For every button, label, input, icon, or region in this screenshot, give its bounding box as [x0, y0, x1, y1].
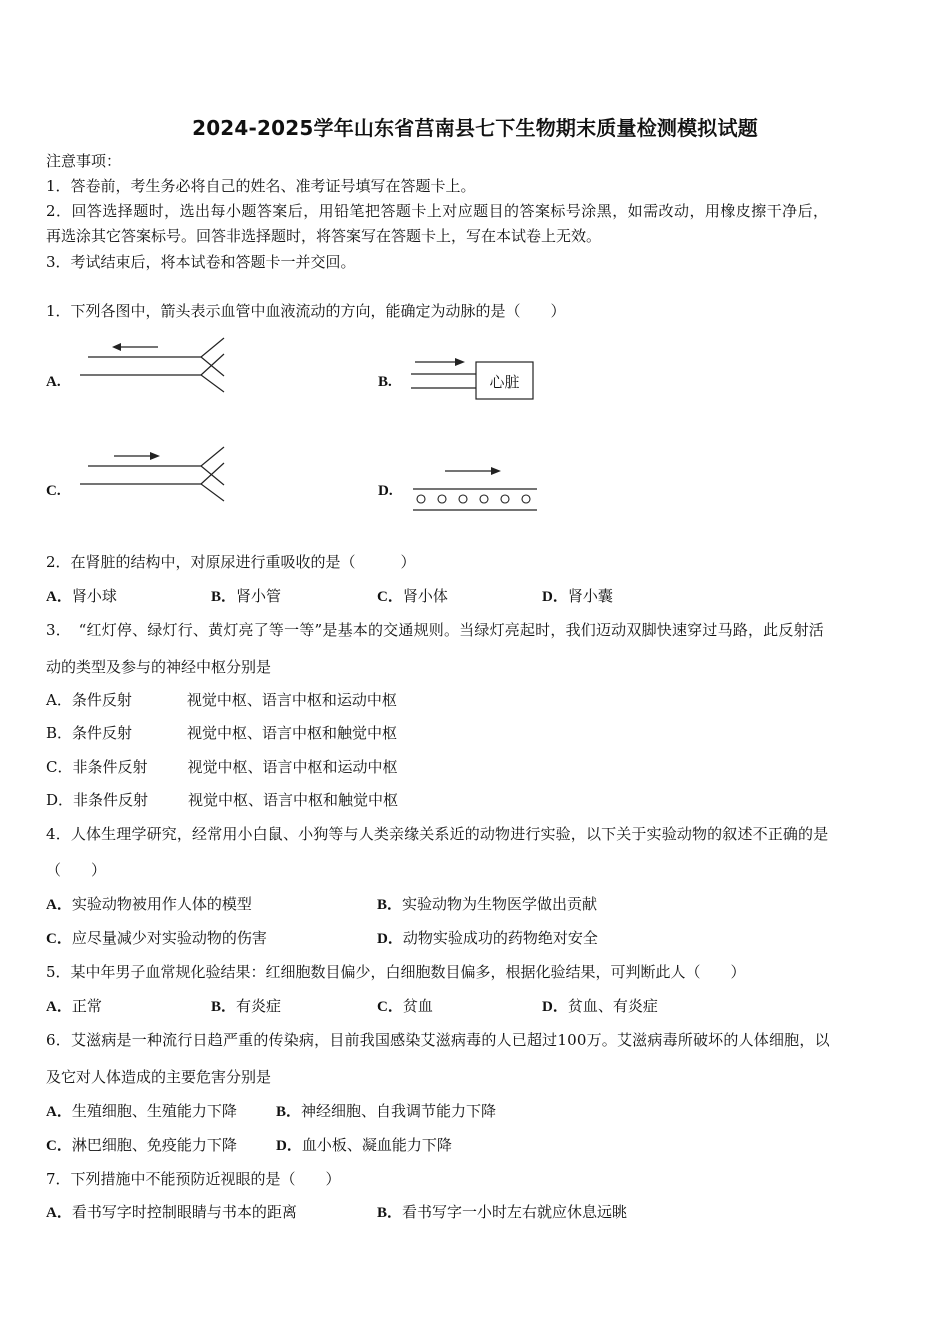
q7-option-a	[46, 1202, 297, 1223]
option-text: 贫血、有炎症	[567, 997, 658, 1015]
q5-option-d	[542, 996, 658, 1017]
option-reflex-type: 条件反射	[72, 724, 133, 742]
question-3-stem: 3． “红灯停、绿灯行、黄灯亮了等一等”是基本的交通规则。当绿灯亮起时，我们迈动双脚快速穿过马路，此反射活	[46, 621, 824, 639]
option-letter: A．	[46, 1205, 72, 1221]
question-6-stem: 6．艾滋病是一种流行日趋严重的传染病，目前我国感染艾滋病毒的人已超过100万。艾滋病毒所破坏的人体细胞，以	[46, 1031, 830, 1049]
question-7-stem: 7．下列措施中不能预防近视眼的是（ ）	[46, 1170, 341, 1188]
question-4-stem-cont: （ ）	[46, 861, 107, 879]
q3-option-d	[46, 790, 398, 810]
option-text: 正常	[71, 997, 102, 1015]
q2-option-b	[211, 586, 281, 607]
question-6-stem-cont: 及它对人体造成的主要危害分别是	[46, 1068, 272, 1086]
q1-option-a-label: A.	[46, 374, 61, 390]
q5-option-b	[211, 996, 281, 1017]
q5-option-a	[46, 996, 102, 1017]
option-text: 实验动物被用作人体的模型	[71, 895, 252, 913]
q2-option-a	[46, 586, 117, 607]
option-text: 应尽量减少对实验动物的伤害	[71, 929, 267, 947]
question-5-stem: 5．某中年男子血常规化验结果：红细胞数目偏少，白细胞数目偏多，根据化验结果，可判断此人（ ）	[46, 963, 746, 981]
option-text: 看书写字时控制眼睛与书本的距离	[71, 1203, 297, 1221]
option-letter: B．	[211, 999, 237, 1015]
q1-option-b-label: B.	[378, 374, 392, 390]
option-letter: A．	[46, 589, 72, 605]
option-letter: D．	[377, 931, 403, 947]
option-letter: B．	[377, 897, 403, 913]
arrowhead-right-icon	[150, 452, 160, 460]
q1-figure-d	[405, 460, 545, 516]
option-letter: C．	[46, 931, 72, 947]
option-center: 视觉中枢、语言中枢和运动中枢	[186, 691, 397, 709]
option-text: 实验动物为生物医学做出贡献	[402, 895, 598, 913]
option-text: 肾小囊	[567, 587, 613, 605]
arrowhead-right-icon	[491, 467, 501, 475]
option-letter: B．	[211, 589, 237, 605]
option-text: 肾小管	[236, 587, 282, 605]
option-letter: C．	[46, 1138, 72, 1154]
q4-option-b	[377, 894, 597, 915]
notice-item: 3．考试结束后，将本试卷和答题卡一并交回。	[46, 253, 356, 271]
q3-option-b	[46, 723, 397, 743]
option-text: 有炎症	[236, 997, 282, 1015]
option-letter: B．	[377, 1205, 403, 1221]
option-reflex-type: 条件反射	[71, 691, 132, 709]
blood-cell-icon	[417, 495, 425, 503]
q6-option-b	[276, 1101, 496, 1122]
q3-option-a	[46, 690, 397, 710]
option-letter: A．	[46, 1104, 72, 1120]
option-center: 视觉中枢、语言中枢和触觉中枢	[187, 724, 398, 742]
q5-option-c	[377, 996, 433, 1017]
option-center: 视觉中枢、语言中枢和运动中枢	[187, 758, 398, 776]
option-letter: D．	[542, 999, 568, 1015]
blood-cell-icon	[480, 495, 488, 503]
q1-option-c-label: C.	[46, 483, 61, 499]
option-reflex-type: 非条件反射	[72, 758, 148, 776]
option-letter: A．	[46, 897, 72, 913]
option-text: 看书写字一小时左右就应休息远眺	[402, 1203, 628, 1221]
q4-option-d	[377, 928, 598, 949]
option-letter: C．	[377, 999, 403, 1015]
option-letter: B．	[276, 1104, 302, 1120]
option-text: 生殖细胞、生殖能力下降	[71, 1102, 237, 1120]
arrowhead-right-icon	[455, 358, 465, 366]
q6-option-c	[46, 1135, 237, 1156]
option-text: 血小板、凝血能力下降	[301, 1136, 452, 1154]
q2-option-d	[542, 586, 613, 607]
q1-figure-c	[76, 441, 232, 503]
option-text: 肾小体	[402, 587, 448, 605]
q1-figure-b	[405, 350, 540, 404]
blood-cell-icon	[459, 495, 467, 503]
question-1-stem: 1．下列各图中，箭头表示血管中血液流动的方向，能确定为动脉的是（ ）	[46, 302, 566, 320]
option-text: 贫血	[402, 997, 433, 1015]
question-3-stem-cont: 动的类型及参与的神经中枢分别是	[46, 658, 272, 676]
question-4-stem: 4．人体生理学研究，经常用小白鼠、小狗等与人类亲缘关系近的动物进行实验，以下关于实验动物的叙述不正确的是	[46, 825, 829, 843]
heart-label: 心脏	[489, 373, 520, 391]
option-letter: A．	[46, 691, 72, 709]
q1-option-d-label: D.	[378, 483, 393, 499]
blood-cell-icon	[522, 495, 530, 503]
option-letter: D．	[46, 791, 74, 809]
q2-option-c	[377, 586, 448, 607]
page-title: 2024-2025学年山东省莒南县七下生物期末质量检测模拟试题	[192, 116, 758, 140]
q7-option-b	[377, 1202, 627, 1223]
option-letter: A．	[46, 999, 72, 1015]
notice-item: 2．回答选择题时，选出每小题答案后，用铅笔把答题卡上对应题目的答案标号涂黑，如需改动，用橡皮擦干净后，	[46, 202, 829, 220]
option-text: 肾小球	[71, 587, 117, 605]
option-text: 淋巴细胞、免疫能力下降	[71, 1136, 237, 1154]
blood-cell-icon	[438, 495, 446, 503]
option-letter: C．	[377, 589, 403, 605]
blood-cell-icon	[501, 495, 509, 503]
q4-option-c	[46, 928, 267, 949]
question-2-stem: 2．在肾脏的结构中，对原尿进行重吸收的是（ ）	[46, 553, 416, 571]
option-center: 视觉中枢、语言中枢和触觉中枢	[188, 791, 399, 809]
option-letter: D．	[276, 1138, 302, 1154]
notice-item: 1．答卷前，考生务必将自己的姓名、准考证号填写在答题卡上。	[46, 177, 476, 195]
arrowhead-left-icon	[112, 343, 121, 351]
option-text: 动物实验成功的药物绝对安全	[402, 929, 598, 947]
notice-heading: 注意事项：	[46, 152, 122, 170]
option-letter: D．	[542, 589, 568, 605]
notice-item: 再选涂其它答案标号。回答非选择题时，将答案写在答题卡上，写在本试卷上无效。	[46, 227, 602, 245]
option-text: 神经细胞、自我调节能力下降	[301, 1102, 497, 1120]
q6-option-a	[46, 1101, 237, 1122]
option-reflex-type: 非条件反射	[73, 791, 149, 809]
q4-option-a	[46, 894, 252, 915]
q1-figure-a	[76, 332, 232, 394]
option-letter: C．	[46, 758, 73, 776]
option-letter: B．	[46, 724, 73, 742]
q6-option-d	[276, 1135, 452, 1156]
q3-option-c	[46, 757, 398, 777]
